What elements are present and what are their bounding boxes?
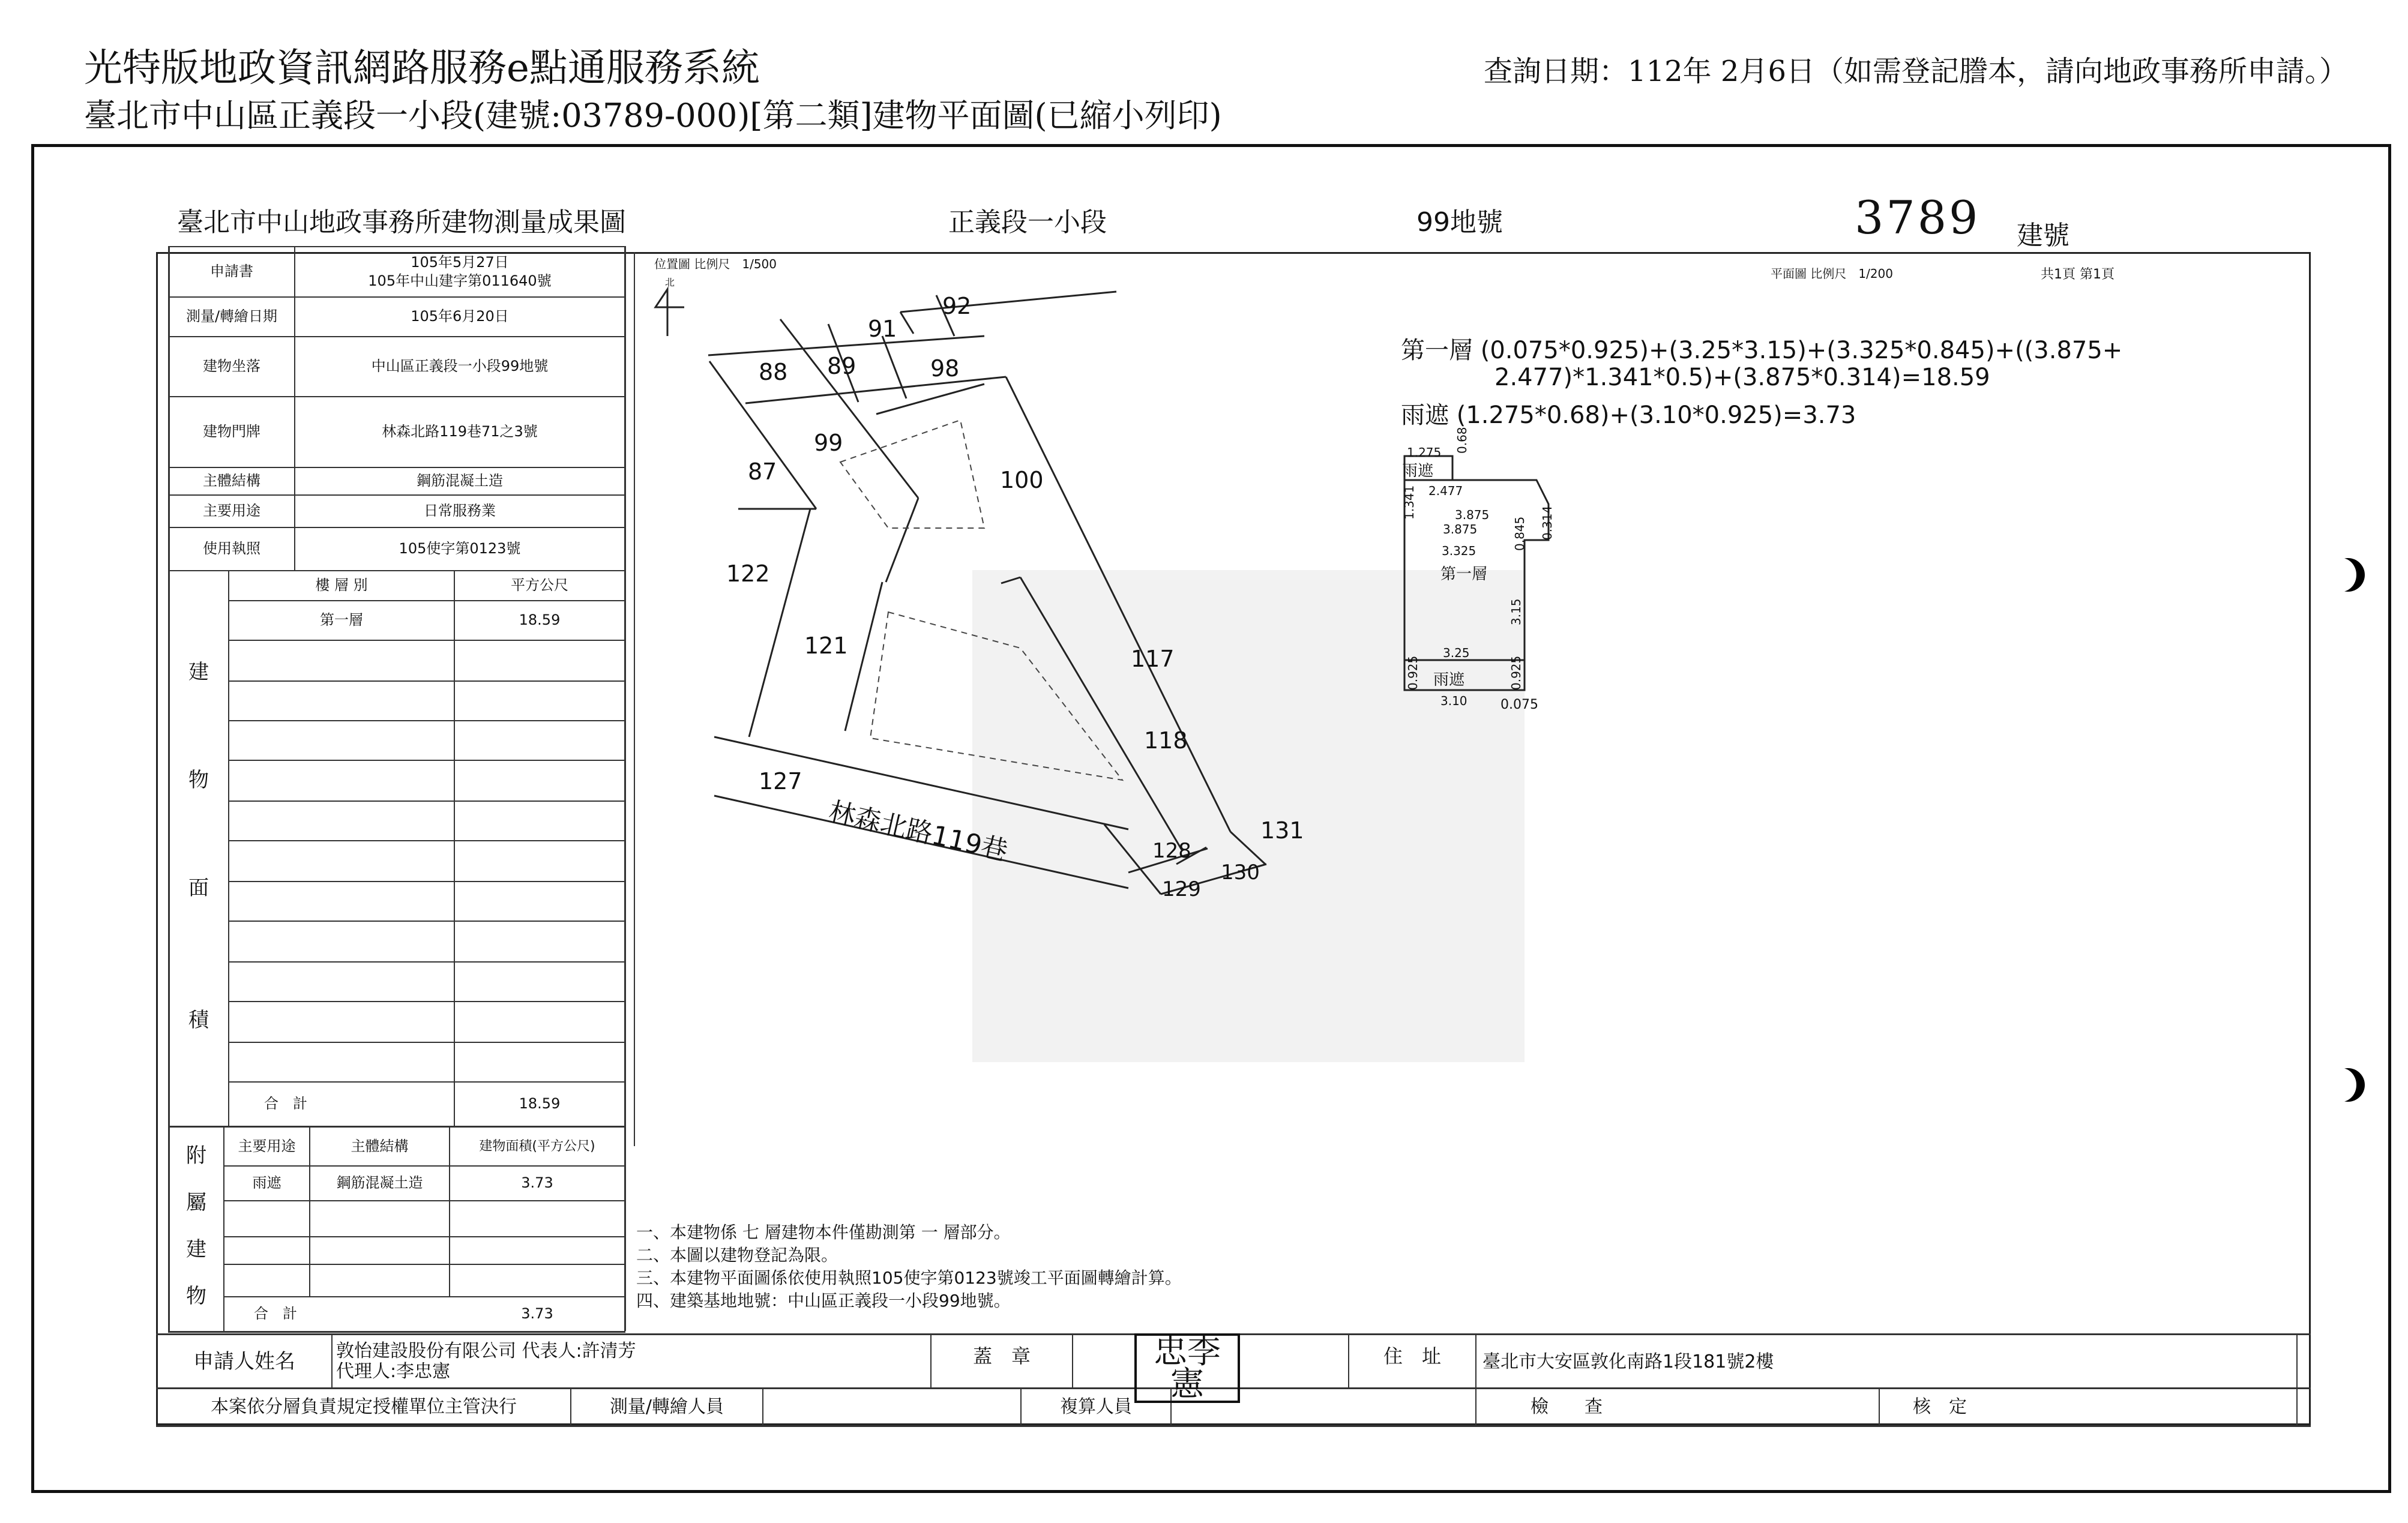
dim-0925b: 0.925: [1509, 655, 1523, 690]
survey-date-value: 105年6月20日: [411, 308, 509, 325]
location-map-label: 位置圖 比例尺 1/500: [654, 257, 777, 271]
dim-1341: 1.341: [1402, 485, 1416, 520]
use-label: 主要用途: [203, 502, 260, 520]
area-formula-line1: 第一層 (0.075*0.925)+(3.25*3.15)+(3.325*0.845)+((3.875+: [1401, 337, 2123, 364]
parcel-number: 100: [1000, 467, 1044, 493]
area-formula-line2: 2.477)*1.341*0.5)+(3.875*0.314)=18.59: [1494, 364, 1990, 391]
building-number-suffix: 建號: [2017, 220, 2069, 251]
annex-side-char-2: 屬: [186, 1190, 206, 1215]
parcel-number: 129: [1162, 877, 1201, 901]
parcel-number: 122: [726, 560, 770, 587]
map-boundary-line: [886, 498, 918, 582]
annex-total-value: 3.73: [521, 1305, 553, 1323]
parcel-number: 121: [804, 632, 848, 659]
door-value: 林森北路119巷71之3號: [382, 423, 538, 440]
punch-hole-icon: [2331, 1068, 2365, 1102]
map-divider-line: [634, 252, 635, 1146]
floor-row-label: 第一層: [320, 611, 363, 629]
annex-row-use: 雨遮: [252, 1174, 281, 1192]
license-label: 使用執照: [203, 540, 260, 557]
col-area-header: 平方公尺: [511, 577, 568, 594]
map-boundary-line: [1006, 377, 1230, 832]
note-4: 四、建築基地地號：中山區正義段一小段99地號。: [636, 1291, 1011, 1311]
address-label: 住 址: [1383, 1345, 1441, 1368]
parcel-number: 92: [942, 293, 972, 319]
dim-325: 3.25: [1443, 646, 1470, 660]
parcel-number: 118: [1144, 727, 1188, 754]
col-floor-header: 樓 層 別: [315, 577, 368, 594]
parcel-number: 117: [1131, 646, 1175, 672]
stamp-label: 蓋 章: [972, 1345, 1031, 1368]
dim-068: 0.68: [1455, 427, 1469, 454]
annex-col-use: 主要用途: [238, 1138, 296, 1155]
structure-label: 主體結構: [203, 472, 260, 490]
survey-date-label: 測量/轉繪日期: [185, 308, 278, 325]
parcel-number: 91: [868, 316, 897, 342]
application-value: 105年5月27日 105年中山建字第011640號: [368, 253, 552, 289]
floor-row-area: 18.59: [519, 611, 561, 629]
query-date: 查詢日期：112年 2月6日（如需登記謄本，請向地政事務所申請。）: [1484, 55, 2348, 88]
dim-0075: 0.075: [1500, 697, 1538, 712]
plan-scale-label: 平面圖 比例尺 1/200: [1771, 266, 1893, 281]
map-boundary-line: [749, 509, 810, 737]
area-total-label: 合 計: [264, 1095, 307, 1113]
reviewer-label: 複算人員: [1060, 1396, 1132, 1417]
location-label: 建物坐落: [203, 358, 260, 375]
parcel-number: 88: [759, 359, 788, 385]
dim-0925a: 0.925: [1406, 655, 1420, 690]
use-value: 日常服務業: [424, 502, 496, 520]
address-value: 臺北市大安區敦化南路1段181號2樓: [1482, 1351, 1774, 1372]
punch-hole-icon: [2331, 558, 2365, 592]
dim-0845: 0.845: [1513, 516, 1527, 551]
system-title: 光特版地政資訊網路服務e點通服務系統: [84, 46, 760, 91]
dim-315: 3.15: [1509, 598, 1523, 625]
area-total-value: 18.59: [519, 1095, 561, 1113]
area-formula-line3: 雨遮 (1.275*0.68)+(3.10*0.925)=3.73: [1401, 401, 1856, 429]
personal-seal: 忠李 憲: [1134, 1333, 1240, 1403]
parcel-number: 131: [1260, 817, 1304, 844]
dim-1275: 1.275: [1407, 445, 1442, 460]
dim-3875b: 3.875: [1443, 522, 1478, 536]
applicant-value: 敦怡建設股份有限公司 代表人:許清芳 代理人:李忠憲: [336, 1340, 636, 1382]
annex-total-label: 合 計: [254, 1305, 297, 1323]
canopy-bottom-label: 雨遮: [1433, 671, 1465, 689]
annex-col-structure: 主體結構: [351, 1138, 409, 1155]
application-label: 申請書: [210, 263, 253, 280]
annex-row-area: 3.73: [521, 1174, 553, 1192]
dim-0314: 0.314: [1540, 505, 1555, 540]
north-label: 北: [665, 277, 675, 288]
note-1: 一、本建物係 七 層建物本件僅勘測第 一 層部分。: [636, 1222, 1011, 1242]
dim-310: 3.10: [1440, 694, 1467, 708]
parcel-number: 98: [930, 355, 960, 382]
office-title: 臺北市中山地政事務所建物測量成果圖: [177, 207, 626, 238]
inspector-label: 檢 查: [1531, 1396, 1603, 1417]
map-boundary-line: [1001, 577, 1020, 583]
surveyor-label: 測量/轉繪人員: [609, 1396, 724, 1417]
parcel-number: 127: [759, 768, 802, 795]
map-boundary-line: [845, 582, 882, 731]
building-footprint-outline: [870, 612, 1122, 780]
applicant-label: 申請人姓名: [193, 1349, 295, 1374]
annex-row-structure: 鋼筋混凝土造: [336, 1174, 423, 1192]
license-value: 105使字第0123號: [399, 540, 521, 557]
authority-note: 本案依分層負責規定授權單位主管決行: [211, 1396, 517, 1417]
dim-3875a: 3.875: [1455, 508, 1490, 522]
annex-col-area: 建物面積(平方公尺): [479, 1138, 595, 1154]
area-side-char-4: 積: [188, 1008, 209, 1032]
parcel-number: 87: [748, 458, 777, 485]
area-side-char-1: 建: [188, 659, 209, 684]
map-boundary-line: [900, 312, 914, 334]
parcel-number: 128: [1152, 839, 1191, 863]
verifier-label: 核 定: [1913, 1396, 1967, 1417]
annex-side-char-1: 附: [186, 1143, 206, 1168]
land-number: 99地號: [1416, 207, 1503, 238]
note-2: 二、本圖以建物登記為限。: [636, 1245, 838, 1265]
building-number: 3789: [1855, 191, 1981, 244]
section-name: 正義段一小段: [948, 207, 1107, 238]
dim-3325: 3.325: [1442, 544, 1476, 558]
document-subtitle: 臺北市中山區正義段一小段(建號:03789-000)[第二類]建物平面圖(已縮小列印): [84, 97, 1222, 134]
annex-side-char-4: 物: [186, 1284, 206, 1308]
location-value: 中山區正義段一小段99地號: [371, 358, 549, 375]
area-side-char-3: 面: [188, 876, 209, 900]
parcel-number: 89: [827, 353, 856, 379]
page-count: 共1頁 第1頁: [2041, 267, 2115, 282]
north-arrow-icon: [655, 289, 684, 336]
street-name: 林森北路119巷: [826, 796, 1011, 867]
parcel-number: 99: [814, 430, 843, 456]
structure-value: 鋼筋混凝土造: [417, 472, 503, 490]
canopy-top-label: 雨遮: [1402, 462, 1434, 480]
plan-floor-label: 第一層: [1440, 565, 1488, 583]
area-side-char-2: 物: [188, 768, 209, 792]
parcel-number: 130: [1221, 861, 1260, 885]
note-3: 三、本建物平面圖係依使用執照105使字第0123號竣工平面圖轉繪計算。: [636, 1268, 1182, 1288]
door-label: 建物門牌: [203, 423, 260, 440]
annex-side-char-3: 建: [186, 1237, 206, 1261]
dim-2477: 2.477: [1428, 484, 1463, 498]
map-boundary-line: [900, 292, 1116, 312]
